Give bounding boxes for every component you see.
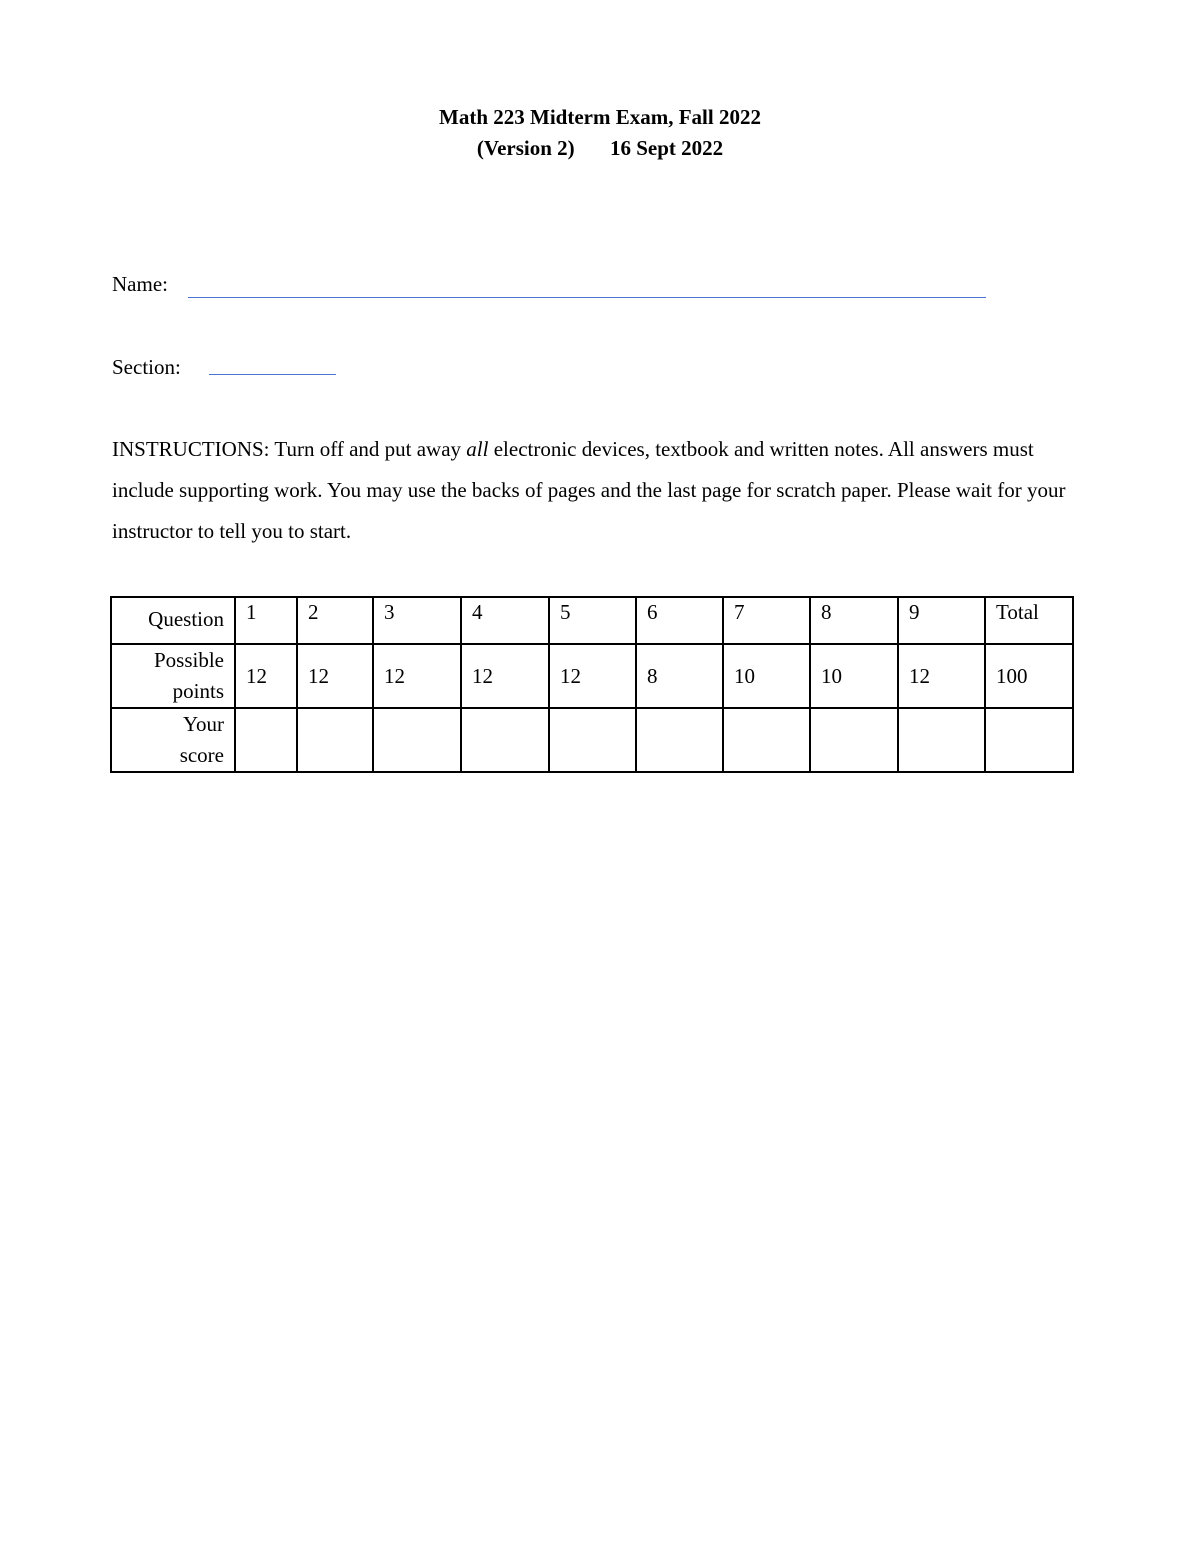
total-header: Total (985, 597, 1073, 644)
section-field-row (112, 355, 181, 380)
possible-points-cell: 12 (898, 644, 985, 708)
score-cell[interactable] (373, 708, 461, 772)
question-number: 6 (636, 597, 723, 644)
name-field[interactable] (188, 297, 986, 298)
score-total-cell[interactable] (985, 708, 1073, 772)
possible-points-label-line2: points (172, 679, 224, 703)
score-cell[interactable] (549, 708, 636, 772)
score-cell[interactable] (636, 708, 723, 772)
question-row (111, 597, 1073, 644)
possible-points-row (111, 644, 1073, 708)
question-number: 3 (373, 597, 461, 644)
possible-points-label-line1: Possible (153, 648, 224, 672)
score-cell[interactable] (723, 708, 810, 772)
question-number: 1 (235, 597, 297, 644)
question-row-header: Question (111, 597, 235, 644)
question-number: 9 (898, 597, 985, 644)
question-number: 5 (549, 597, 636, 644)
exam-version: (Version 2) (476, 136, 575, 160)
possible-points-row-header (111, 644, 235, 708)
instructions-text-1: INSTRUCTIONS: Turn off and put away (112, 437, 467, 461)
possible-points-cell: 12 (461, 644, 549, 708)
possible-points-cell: 12 (373, 644, 461, 708)
possible-points-cell: 8 (636, 644, 723, 708)
section-field[interactable] (209, 374, 336, 375)
instructions (112, 429, 1072, 552)
instructions-text-2: electronic devices, textbook and written notes. All answers must include supporting work. You may use the backs of pages and the last page for scratch paper. Please wait for your instructor to tell you to start. (112, 437, 1066, 543)
exam-header (0, 102, 1200, 164)
score-cell[interactable] (297, 708, 373, 772)
your-score-label-line1: Your (182, 712, 224, 736)
exam-title: Math 223 Midterm Exam, Fall 2022 (439, 105, 761, 129)
score-cell[interactable] (235, 708, 297, 772)
your-score-row (111, 708, 1073, 772)
score-cell[interactable] (810, 708, 898, 772)
possible-points-cell: 12 (235, 644, 297, 708)
question-number: 4 (461, 597, 549, 644)
instructions-emphasis: all (466, 437, 489, 461)
exam-subtitle (0, 133, 1200, 164)
exam-date: 16 Sept 2022 (609, 136, 724, 160)
possible-points-cell: 12 (297, 644, 373, 708)
name-field-row (112, 272, 168, 297)
section-label: Section: (112, 355, 181, 379)
question-number: 7 (723, 597, 810, 644)
possible-points-cell: 10 (723, 644, 810, 708)
your-score-row-header (111, 708, 235, 772)
score-table (110, 596, 1074, 773)
possible-points-total: 100 (985, 644, 1073, 708)
possible-points-cell: 12 (549, 644, 636, 708)
your-score-label-line2: score (179, 743, 224, 767)
question-number: 2 (297, 597, 373, 644)
possible-points-cell: 10 (810, 644, 898, 708)
score-cell[interactable] (898, 708, 985, 772)
name-label: Name: (112, 272, 168, 296)
question-number: 8 (810, 597, 898, 644)
score-cell[interactable] (461, 708, 549, 772)
